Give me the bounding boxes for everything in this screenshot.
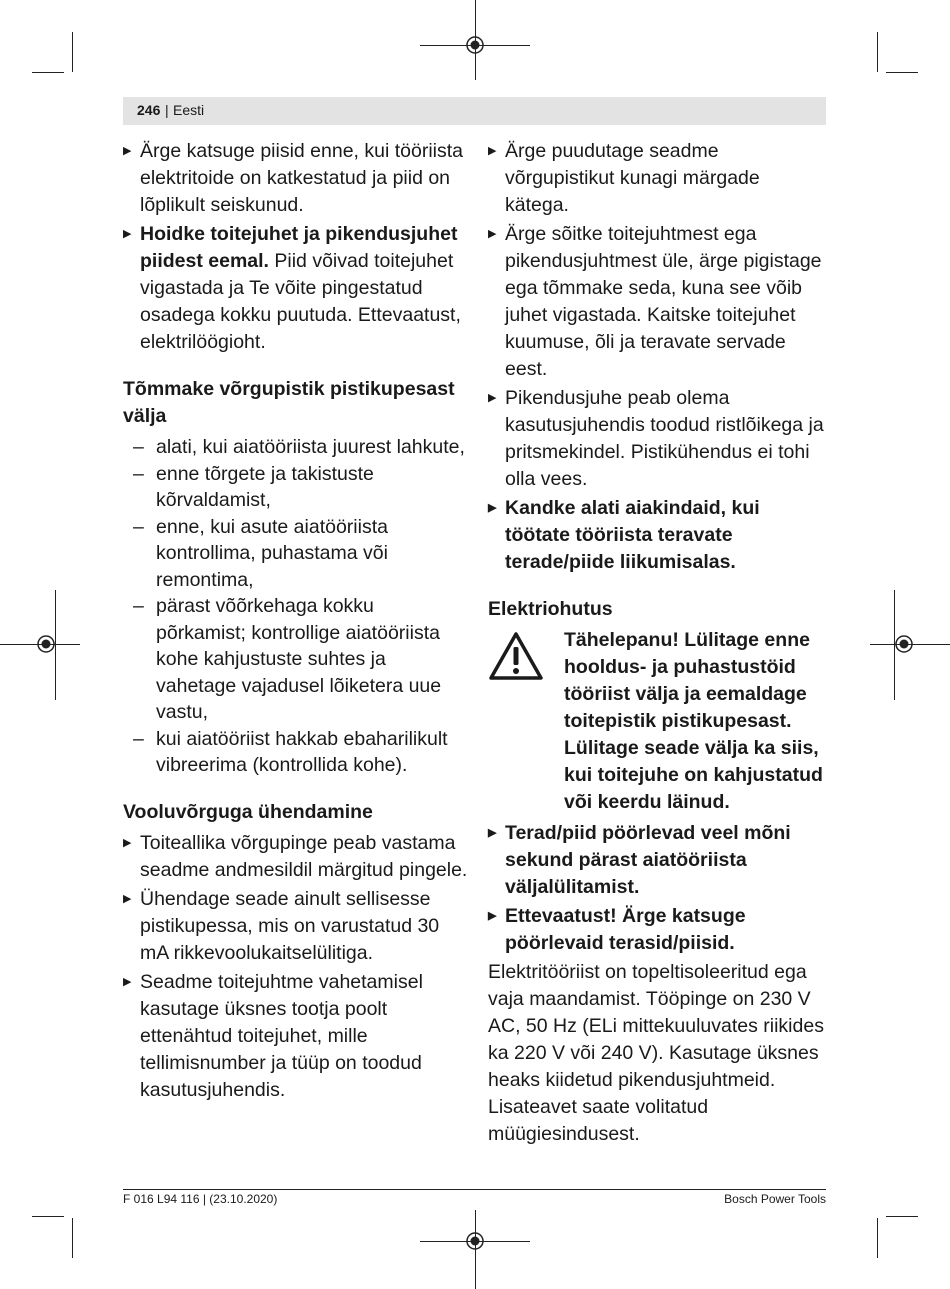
bullet-arrow-icon: ▶	[123, 975, 132, 988]
dash-glyph: –	[133, 462, 144, 485]
bullet-text: Kandke alati aiakindaid, kui töötate tööriista teravate terade/piide liikumisalas.	[505, 497, 760, 573]
dash-text: pärast võõrkehaga kokku põrkamist; kontrollige aiatööriista kohe kahjustuste suhtes ja vahetage vajadusel lõiketera uue vastu,	[156, 595, 442, 723]
dash-glyph: –	[133, 727, 144, 750]
crop-mark	[886, 72, 918, 73]
crop-mark	[32, 1216, 64, 1217]
crop-mark	[886, 1216, 918, 1217]
bullet-arrow-icon: ▶	[488, 827, 497, 839]
list-item	[123, 830, 468, 884]
list-item	[488, 903, 828, 957]
crop-mark	[72, 1218, 73, 1258]
bullet-arrow-icon: ▶	[488, 145, 497, 157]
registration-mark-icon	[892, 632, 916, 656]
dash-item	[123, 461, 468, 514]
bullet-text: Ärge katsuge piisid enne, kui tööriista elektritoide on katkestatud ja piid on lõplikult seiskunud.	[140, 140, 464, 216]
dash-text: kui aiatööriist hakkab ebaharilikult vibreerima (kontrollida kohe).	[156, 727, 448, 776]
footer-brand: Bosch Power Tools	[724, 1192, 826, 1206]
list-item	[123, 886, 468, 967]
dash-glyph: –	[133, 436, 144, 458]
bullet-text: Seadme toitejuhtme vahetamisel kasutage üksnes tootja poolt ettenähtud toitejuhet, mille tellimisnumber ja tüüp on toodud kasutusjuhendis.	[140, 970, 423, 1101]
bullet-text: Terad/piid pöörlevad veel mõni sekund pärast aiatööriista väljalülitamist.	[505, 822, 791, 898]
warning-triangle-icon	[488, 631, 544, 681]
dash-text: enne, kui asute aiatööriista kontrollima, puhastama või remontima,	[156, 515, 388, 591]
dash-text: alati, kui aiatööriista juurest lahkute,	[156, 436, 465, 458]
bullet-text: Ettevaatust! Ärge katsuge pöörlevaid terasid/piisid.	[505, 905, 746, 954]
crop-mark	[877, 32, 878, 72]
bullet-text: Piid võivad toitejuhet vigastada ja Te võite pingestatud osadega kokku puutuda. Ettevaatust, elektrilöögioht.	[140, 250, 461, 353]
list-item	[123, 221, 468, 356]
dash-glyph: –	[133, 595, 144, 617]
warning-block	[488, 627, 828, 816]
footer-rule	[123, 1189, 826, 1190]
bullet-arrow-icon: ▶	[488, 228, 497, 240]
dash-item	[123, 434, 468, 461]
crop-mark	[72, 32, 73, 72]
section-heading: Tõmmake võrgupistik pistikupesast välja	[123, 378, 455, 427]
bullet-text: Pikendusjuhe peab olema kasutusjuhendis toodud ristlõikega ja pritsmekindel. Pistikühendus ei tohi olla vees.	[505, 387, 824, 490]
bullet-text: Ärge puudutage seadme võrgupistikut kunagi märgade kätega.	[505, 140, 760, 216]
dash-glyph: –	[133, 515, 144, 538]
bullet-arrow-icon: ▶	[488, 392, 497, 404]
left-column	[123, 138, 468, 1106]
bullet-arrow-icon: ▶	[488, 910, 497, 922]
list-item	[488, 221, 828, 383]
right-column	[488, 138, 828, 1148]
list-item	[123, 969, 468, 1104]
registration-mark-icon	[463, 1229, 487, 1253]
bullet-text: Ühendage seade ainult sellisesse pistikupessa, mis on varustatud 30 mA rikkevoolukaitselülitiga.	[140, 887, 440, 964]
bullet-arrow-icon: ▶	[123, 228, 132, 240]
body-paragraph: Elektritööriist on topeltisoleeritud ega vaja maandamist. Tööpinge on 230 V AC, 50 Hz (ELi mittekuuluvates riikides ka 220 V või 240 V). Kasutage üksnes heaks kiidetud pikendusjuhtmeid. Lisateavet saate volitatud müügiesindusest.	[488, 961, 824, 1145]
bullet-text: Ärge sõitke toitejuhtmest ega pikendusjuhtmest üle, ärge pigistage ega tõmmake seda, kuna see võib juhet vigastada. Kaitske toitejuhet kuumuse, õli ja teravate servade eest.	[505, 223, 822, 380]
list-item	[488, 138, 828, 219]
list-item	[488, 495, 828, 576]
registration-mark-icon	[463, 33, 487, 57]
list-item	[488, 385, 828, 493]
bullet-arrow-icon: ▶	[123, 836, 132, 849]
dash-text: enne tõrgete ja takistuste kõrvaldamist,	[156, 462, 374, 511]
crop-mark	[32, 72, 64, 73]
bullet-bold-text: Hoidke toitejuhet ja pikendusjuhet piidest eemal.	[140, 223, 458, 272]
bullet-arrow-icon: ▶	[123, 892, 132, 905]
crop-mark	[877, 1218, 878, 1258]
footer-doc-number: F 016 L94 116 | (23.10.2020)	[123, 1192, 278, 1206]
dash-item	[123, 514, 468, 594]
page-number: 246	[137, 102, 161, 118]
bullet-arrow-icon: ▶	[488, 502, 497, 514]
list-item	[488, 820, 828, 901]
list-item	[123, 138, 468, 219]
header-separator: |	[165, 102, 169, 118]
section-heading: Vooluvõrguga ühendamine	[123, 800, 373, 823]
bullet-text: Toiteallika võrgupinge peab vastama seadme andmesildil märgitud pingele.	[140, 831, 468, 881]
warning-text: Tähelepanu! Lülitage enne hooldus- ja puhastustöid tööriist välja ja eemaldage toitepistik pistikupesast. Lülitage seade välja ka siis, kui toitejuhe on kahjustatud või keerdu läinud.	[564, 629, 823, 813]
header-language: Eesti	[173, 102, 205, 118]
registration-mark-icon	[34, 632, 58, 656]
dash-item	[123, 593, 468, 726]
page-header	[123, 97, 826, 125]
section-heading: Elektriohutus	[488, 598, 613, 620]
dash-item	[123, 726, 468, 779]
bullet-arrow-icon: ▶	[123, 145, 132, 157]
